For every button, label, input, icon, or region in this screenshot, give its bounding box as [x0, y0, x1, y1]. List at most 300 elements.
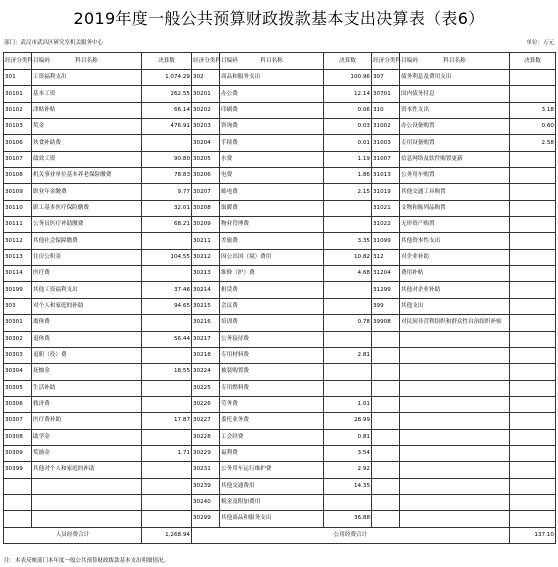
amount-cell: [510, 315, 556, 331]
amount-cell: [510, 70, 556, 86]
name-cell: 电费: [220, 168, 324, 184]
amount-cell: 0.03: [324, 119, 372, 135]
name-cell: 住房公积金: [32, 249, 142, 265]
code-cell: [372, 347, 400, 363]
table-body: [4, 70, 556, 528]
name-cell: 抚恤金: [32, 364, 142, 380]
amount-cell: [510, 445, 556, 461]
code-cell: [372, 494, 400, 510]
amount-cell: 68.21: [142, 217, 192, 233]
amount-cell: [510, 494, 556, 510]
table-row: [4, 200, 556, 216]
code-cell: 30304: [4, 364, 32, 380]
name-cell: 租赁费: [220, 282, 324, 298]
amount-cell: 78.83: [142, 168, 192, 184]
table-row: [4, 119, 556, 135]
code-cell: [4, 494, 32, 510]
code-cell: 30215: [192, 298, 220, 314]
name-cell: 无形资产购置: [400, 217, 510, 233]
code-cell: 31007: [372, 151, 400, 167]
name-cell: 商品和服务支出: [220, 70, 324, 86]
header-code-3: 经济分类科目编码: [372, 53, 400, 70]
name-cell: [400, 413, 510, 429]
code-cell: 30106: [4, 135, 32, 151]
amount-cell: 66.14: [142, 102, 192, 118]
table-row: [4, 462, 556, 478]
code-cell: 30299: [192, 511, 220, 527]
public-total-label: 公用经费合计: [192, 527, 510, 543]
name-cell: 救济费: [32, 396, 142, 412]
table-row: [4, 478, 556, 494]
header-row: [4, 53, 556, 70]
amount-cell: [324, 217, 372, 233]
amount-cell: 90.80: [142, 151, 192, 167]
code-cell: 30218: [192, 347, 220, 363]
code-cell: 30226: [192, 396, 220, 412]
code-cell: 31299: [372, 282, 400, 298]
amount-cell: 100.96: [324, 70, 372, 86]
code-cell: 30306: [4, 396, 32, 412]
name-cell: 手续费: [220, 135, 324, 151]
amount-cell: 476.91: [142, 119, 192, 135]
personnel-total-label: 人员经费合计: [4, 527, 142, 543]
code-cell: 30309: [4, 445, 32, 461]
code-cell: 30240: [192, 494, 220, 510]
amount-cell: [510, 217, 556, 233]
code-cell: [4, 511, 32, 527]
amount-cell: [510, 429, 556, 445]
table-row: [4, 135, 556, 151]
code-cell: 31002: [372, 119, 400, 135]
code-cell: 30213: [192, 266, 220, 282]
name-cell: [400, 478, 510, 494]
name-cell: 国内债务付息: [400, 86, 510, 102]
name-cell: 其他交通费用: [220, 478, 324, 494]
code-cell: 30113: [4, 249, 32, 265]
name-cell: 委托业务费: [220, 413, 324, 429]
name-cell: 医疗费: [32, 266, 142, 282]
amount-cell: 2.81: [324, 347, 372, 363]
amount-cell: 1.19: [324, 151, 372, 167]
code-cell: 31204: [372, 266, 400, 282]
table-row: [4, 217, 556, 233]
code-cell: 30110: [4, 200, 32, 216]
code-cell: 30101: [4, 86, 32, 102]
name-cell: 伙食补助费: [32, 135, 142, 151]
code-cell: [372, 331, 400, 347]
code-cell: [372, 396, 400, 412]
amount-cell: [510, 200, 556, 216]
name-cell: 债务利息及费用支出: [400, 70, 510, 86]
code-cell: 30202: [192, 102, 220, 118]
name-cell: 资本性支出: [400, 102, 510, 118]
header-amount-1: 决算数: [142, 53, 192, 70]
amount-cell: 56.44: [142, 331, 192, 347]
table-row: [4, 413, 556, 429]
amount-cell: 1.71: [142, 445, 192, 461]
code-cell: 30308: [4, 429, 32, 445]
table-row: [4, 445, 556, 461]
header-amount-2: 决算数: [324, 53, 372, 70]
amount-cell: 0.06: [324, 102, 372, 118]
code-cell: 30301: [4, 315, 32, 331]
name-cell: 其他对个人和家庭的补助: [32, 462, 142, 478]
amount-cell: 12.14: [324, 86, 372, 102]
expenditure-table: [3, 52, 556, 544]
amount-cell: [142, 478, 192, 494]
amount-cell: 0.78: [324, 315, 372, 331]
amount-cell: [510, 184, 556, 200]
department-label: 部门：武汉市武昌区研究室机关服务中心: [4, 40, 104, 46]
amount-cell: [324, 298, 372, 314]
code-cell: 30239: [192, 478, 220, 494]
name-cell: 税金及附加费用: [220, 494, 324, 510]
code-cell: 30109: [4, 184, 32, 200]
amount-cell: 3.18: [510, 102, 556, 118]
header-amount-3: 决算数: [510, 53, 556, 70]
amount-cell: [142, 462, 192, 478]
amount-cell: 1.01: [324, 396, 372, 412]
amount-cell: 3.35: [324, 233, 372, 249]
table-row: [4, 315, 556, 331]
amount-cell: [510, 511, 556, 527]
amount-cell: 2.92: [324, 462, 372, 478]
name-cell: 医疗费补助: [32, 413, 142, 429]
code-cell: 30112: [4, 233, 32, 249]
table-row: [4, 429, 556, 445]
name-cell: 邮电费: [220, 184, 324, 200]
amount-cell: [324, 331, 372, 347]
table-row: [4, 347, 556, 363]
name-cell: 劳务费: [220, 396, 324, 412]
code-cell: 31022: [372, 217, 400, 233]
amount-cell: [142, 315, 192, 331]
header-name-3: 科目名称: [400, 53, 510, 70]
summary-row: [4, 527, 556, 543]
code-cell: 39908: [372, 315, 400, 331]
amount-cell: 2.58: [510, 135, 556, 151]
name-cell: 专用材料费: [220, 347, 324, 363]
code-cell: 30211: [192, 233, 220, 249]
code-cell: [372, 478, 400, 494]
amount-cell: [510, 282, 556, 298]
table-row: [4, 364, 556, 380]
amount-cell: 0.60: [510, 119, 556, 135]
code-cell: [372, 364, 400, 380]
code-cell: 30212: [192, 249, 220, 265]
amount-cell: [324, 494, 372, 510]
name-cell: 其他工资福利支出: [32, 282, 142, 298]
code-cell: 31019: [372, 184, 400, 200]
name-cell: 离休费: [32, 315, 142, 331]
table-row: [4, 511, 556, 527]
name-cell: 取暖费: [220, 200, 324, 216]
name-cell: [32, 478, 142, 494]
amount-cell: [510, 347, 556, 363]
code-cell: 301: [4, 70, 32, 86]
name-cell: [400, 396, 510, 412]
unit-label: 单位：万元: [526, 40, 554, 46]
code-cell: 30102: [4, 102, 32, 118]
code-cell: [4, 478, 32, 494]
name-cell: [400, 494, 510, 510]
amount-cell: [510, 380, 556, 396]
name-cell: [400, 364, 510, 380]
name-cell: 其他交通工具购置: [400, 184, 510, 200]
code-cell: 30114: [4, 266, 32, 282]
name-cell: [400, 429, 510, 445]
personnel-total-amount: 1,268.94: [142, 527, 192, 543]
name-cell: 物业管理费: [220, 217, 324, 233]
code-cell: 30201: [192, 86, 220, 102]
name-cell: 奖金: [32, 119, 142, 135]
amount-cell: [510, 364, 556, 380]
code-cell: 30108: [4, 168, 32, 184]
code-cell: [372, 445, 400, 461]
amount-cell: [324, 380, 372, 396]
name-cell: 办公设备购置: [400, 119, 510, 135]
name-cell: 职业年金缴费: [32, 184, 142, 200]
name-cell: 印刷费: [220, 102, 324, 118]
code-cell: 307: [372, 70, 400, 86]
table-row: [4, 380, 556, 396]
code-cell: 30227: [192, 413, 220, 429]
amount-cell: [510, 151, 556, 167]
name-cell: 其他支出: [400, 298, 510, 314]
header-code-1: 经济分类科目编码: [4, 53, 32, 70]
name-cell: 培训费: [220, 315, 324, 331]
name-cell: 维修（护）费: [220, 266, 324, 282]
name-cell: 绩效工资: [32, 151, 142, 167]
report-title: 2019年度一般公共预算财政拨款基本支出决算表（表6）: [73, 9, 485, 28]
name-cell: 退休费: [32, 331, 142, 347]
table-row: [4, 396, 556, 412]
amount-cell: [142, 511, 192, 527]
amount-cell: [324, 200, 372, 216]
amount-cell: 1,074.29: [142, 70, 192, 86]
table-row: [4, 168, 556, 184]
public-total-amount: 137.10: [510, 527, 556, 543]
header-name-1: 科目名称: [32, 53, 142, 70]
table-row: [4, 249, 556, 265]
name-cell: [32, 511, 142, 527]
amount-cell: [142, 429, 192, 445]
name-cell: 津贴补贴: [32, 102, 142, 118]
amount-cell: 104.55: [142, 249, 192, 265]
code-cell: 312: [372, 249, 400, 265]
code-cell: 30107: [4, 151, 32, 167]
table-row: [4, 151, 556, 167]
table-row: [4, 233, 556, 249]
table-row: [4, 331, 556, 347]
name-cell: 生活补助: [32, 380, 142, 396]
amount-cell: 14.35: [324, 478, 372, 494]
code-cell: 31013: [372, 168, 400, 184]
amount-cell: 28.99: [324, 413, 372, 429]
code-cell: 30203: [192, 119, 220, 135]
name-cell: 其他社会保障缴费: [32, 233, 142, 249]
name-cell: 差旅费: [220, 233, 324, 249]
code-cell: 30206: [192, 168, 220, 184]
table-row: [4, 282, 556, 298]
name-cell: 咨询费: [220, 119, 324, 135]
amount-cell: 262.55: [142, 86, 192, 102]
amount-cell: [142, 135, 192, 151]
amount-cell: [510, 298, 556, 314]
amount-cell: [510, 168, 556, 184]
name-cell: 工资福利支出: [32, 70, 142, 86]
amount-cell: [510, 462, 556, 478]
amount-cell: [142, 396, 192, 412]
amount-cell: [510, 478, 556, 494]
amount-cell: 10.82: [324, 249, 372, 265]
code-cell: 30228: [192, 429, 220, 445]
code-cell: 399: [372, 298, 400, 314]
amount-cell: [510, 266, 556, 282]
name-cell: 工会经费: [220, 429, 324, 445]
name-cell: [400, 347, 510, 363]
amount-cell: [510, 233, 556, 249]
name-cell: 公务接待费: [220, 331, 324, 347]
name-cell: 基本工资: [32, 86, 142, 102]
name-cell: 信息网络及软件购置更新: [400, 151, 510, 167]
amount-cell: [142, 233, 192, 249]
code-cell: 30209: [192, 217, 220, 233]
amount-cell: 0.01: [324, 135, 372, 151]
name-cell: [32, 494, 142, 510]
name-cell: 专用燃料费: [220, 380, 324, 396]
name-cell: 福利费: [220, 445, 324, 461]
table-row: [4, 70, 556, 86]
code-cell: 30701: [372, 86, 400, 102]
name-cell: 助学金: [32, 429, 142, 445]
amount-cell: 2.15: [324, 184, 372, 200]
name-cell: 费用补贴: [400, 266, 510, 282]
code-cell: 31099: [372, 233, 400, 249]
code-cell: 302: [192, 70, 220, 86]
name-cell: 会议费: [220, 298, 324, 314]
code-cell: 30111: [4, 217, 32, 233]
code-cell: [372, 413, 400, 429]
code-cell: 30305: [4, 380, 32, 396]
amount-cell: 37.46: [142, 282, 192, 298]
table-row: [4, 494, 556, 510]
name-cell: 其他商品和服务支出: [220, 511, 324, 527]
name-cell: 机关事业单位基本养老保险缴费: [32, 168, 142, 184]
amount-cell: 17.87: [142, 413, 192, 429]
amount-cell: 1.86: [324, 168, 372, 184]
code-cell: 31021: [372, 200, 400, 216]
amount-cell: 0.81: [324, 429, 372, 445]
code-cell: 30199: [4, 282, 32, 298]
name-cell: [400, 445, 510, 461]
table-row: [4, 266, 556, 282]
code-cell: 30399: [4, 462, 32, 478]
code-cell: 310: [372, 102, 400, 118]
table-row: [4, 102, 556, 118]
code-cell: 30303: [4, 347, 32, 363]
code-cell: [372, 380, 400, 396]
code-cell: 30216: [192, 315, 220, 331]
code-cell: [372, 462, 400, 478]
name-cell: 其他对企业补助: [400, 282, 510, 298]
code-cell: 30307: [4, 413, 32, 429]
name-cell: 其他资本性支出: [400, 233, 510, 249]
name-cell: 对民间非营利组织和群众性自治组织补贴: [400, 315, 510, 331]
name-cell: 职工基本医疗保险缴费: [32, 200, 142, 216]
amount-cell: 9.77: [142, 184, 192, 200]
name-cell: 因公出国（境）费用: [220, 249, 324, 265]
name-cell: [400, 462, 510, 478]
header-code-2: 经济分类科目编码: [192, 53, 220, 70]
amount-cell: 3.54: [324, 445, 372, 461]
amount-cell: [324, 282, 372, 298]
name-cell: [400, 331, 510, 347]
code-cell: 30207: [192, 184, 220, 200]
header-name-2: 科目名称: [220, 53, 324, 70]
code-cell: 30204: [192, 135, 220, 151]
name-cell: 被装购置费: [220, 364, 324, 380]
name-cell: 对个人和家庭的补助: [32, 298, 142, 314]
amount-cell: [510, 249, 556, 265]
code-cell: 30217: [192, 331, 220, 347]
table-row: [4, 298, 556, 314]
code-cell: 30229: [192, 445, 220, 461]
code-cell: [372, 511, 400, 527]
name-cell: [400, 380, 510, 396]
amount-cell: [510, 331, 556, 347]
name-cell: 文物和陈列品购置: [400, 200, 510, 216]
name-cell: 专用设备购置: [400, 135, 510, 151]
name-cell: 公务用车购置: [400, 168, 510, 184]
code-cell: 31003: [372, 135, 400, 151]
name-cell: 退职（役）费: [32, 347, 142, 363]
amount-cell: [510, 396, 556, 412]
name-cell: 公务用车运行维护费: [220, 462, 324, 478]
amount-cell: [510, 413, 556, 429]
name-cell: 奖励金: [32, 445, 142, 461]
code-cell: 30208: [192, 200, 220, 216]
code-cell: 30224: [192, 364, 220, 380]
unit-line: [4, 38, 554, 48]
code-cell: 303: [4, 298, 32, 314]
amount-cell: [510, 86, 556, 102]
amount-cell: 18.55: [142, 364, 192, 380]
amount-cell: [142, 380, 192, 396]
amount-cell: 94.65: [142, 298, 192, 314]
amount-cell: [142, 347, 192, 363]
amount-cell: 36.88: [324, 511, 372, 527]
amount-cell: 32.01: [142, 200, 192, 216]
name-cell: [400, 511, 510, 527]
code-cell: 30214: [192, 282, 220, 298]
name-cell: 公务员医疗补助缴费: [32, 217, 142, 233]
amount-cell: 4.68: [324, 266, 372, 282]
name-cell: 办公费: [220, 86, 324, 102]
code-cell: 30225: [192, 380, 220, 396]
amount-cell: [142, 266, 192, 282]
amount-cell: [324, 364, 372, 380]
code-cell: 30302: [4, 331, 32, 347]
name-cell: 水费: [220, 151, 324, 167]
name-cell: 对企业补助: [400, 249, 510, 265]
table-note: 注：本表反映部门本年度一般公共预算财政拨款基本支出明细情况。: [4, 558, 170, 564]
code-cell: 30231: [192, 462, 220, 478]
table-row: [4, 184, 556, 200]
table-row: [4, 86, 556, 102]
code-cell: 30205: [192, 151, 220, 167]
amount-cell: [142, 494, 192, 510]
